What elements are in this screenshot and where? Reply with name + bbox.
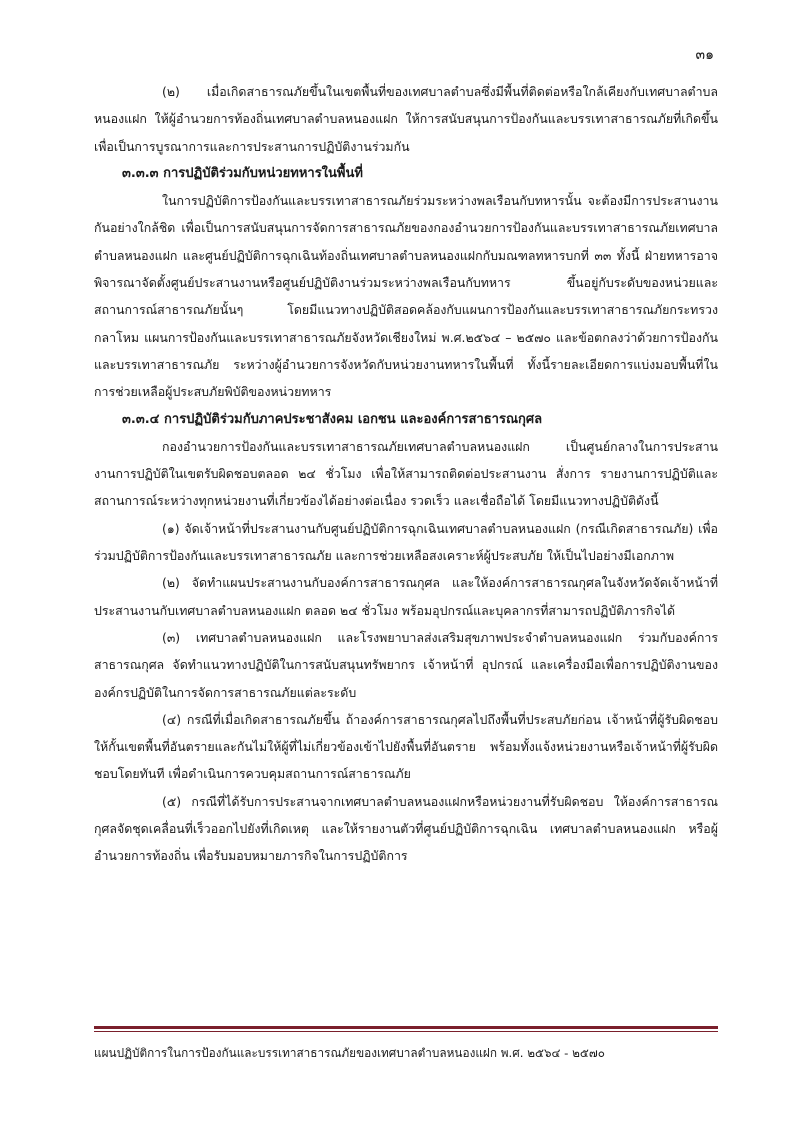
- list-item-4: (๔) กรณีที่เมื่อเกิดสาธารณภัยขึ้น ถ้าองค์การสาธารณกุศลไปถึงพื้นที่ประสบภัยก่อน เจ้าหน้าที่ผู้รับผิดชอบ ให้กั้นเขตพื้นที่อันตรายและกันไม่ให้ผู้ที่ไม่เกี่ยวข้องเข้าไปยังพื้นที่อันตราย พร้อมทั้งแจ้งหน่วยงานหรือเจ้าหน้าที่ผู้รับผิดชอบโดยทันที เพื่อดำเนินการควบคุมสถานการณ์สาธารณภัย: [94, 711, 718, 782]
- footer-divider-thick: [94, 1026, 718, 1029]
- paragraph-command-center: กองอำนวยการป้องกันและบรรเทาสาธารณภัยเทศบาลตำบลหนองแฝก เป็นศูนย์กลางในการประสานงานการปฏิบัติในเขตรับผิดชอบตลอด ๒๔ ชั่วโมง เพื่อให้สามารถติดต่อประสานงาน สั่งการ รายงานการปฏิบัติและสถานการณ์ระหว่างทุกหน่วยงานที่เกี่ยวข้องได้อย่างต่อเนื่อง รวดเร็ว และเชื่อถือได้ โดยมีแนวทางปฏิบัติดังนี้: [94, 438, 718, 509]
- footer-document-title: แผนปฏิบัติการในการป้องกันและบรรเทาสาธารณภัยของเทศบาลตำบลหนองแฝก พ.ศ. ๒๕๖๔ - ๒๕๗๐: [94, 1046, 605, 1060]
- section-title: การปฏิบัติร่วมกับหน่วยทหารในพื้นที่: [163, 165, 363, 181]
- list-item-3: (๓) เทศบาลตำบลหนองแฝก และโรงพยาบาลส่งเสริมสุขภาพประจำตำบลหนองแฝก ร่วมกับองค์การสาธารณกุศล จัดทำแนวทางปฏิบัติในการสนับสนุนทรัพยากร เจ้าหน้าที่ อุปกรณ์ และเครื่องมือเพื่อการปฏิบัติงานขององค์กรปฏิบัติในการจัดการสาธารณภัยแต่ละระดับ: [94, 629, 718, 700]
- section-title: การปฏิบัติร่วมกับภาคประชาสังคม เอกชน และองค์การสาธารณกุศล: [164, 411, 543, 427]
- list-item-5: (๕) กรณีที่ได้รับการประสานจากเทศบาลตำบลหนองแฝกหรือหน่วยงานที่รับผิดชอบ ให้องค์การสาธารณกุศลจัดชุดเคลื่อนที่เร็วออกไปยังที่เกิดเหตุ และให้รายงานตัวที่ศูนย์ปฏิบัติการฉุกเฉิน เทศบาลตำบลหนองแฝก หรือผู้อำนวยการท้องถิ่น เพื่อรับมอบหมายภารกิจในการปฏิบัติการ: [94, 793, 718, 864]
- paragraph-neighbor-support: (๒) เมื่อเกิดสาธารณภัยขึ้นในเขตพื้นที่ของเทศบาลตำบลซึ่งมีพื้นที่ติดต่อหรือใกล้เคียงกับเทศบาลตำบลหนองแฝก ให้ผู้อำนวยการท้องถิ่นเทศบาลตำบลหนองแฝก ให้การสนับสนุนการป้องกันและบรรเทาสาธารณภัยที่เกิดขึ้น เพื่อเป็นการบูรณาการและการประสานการปฏิบัติงานร่วมกัน: [94, 84, 718, 154]
- document-body: [94, 78, 718, 870]
- section-number: ๓.๓.๓: [122, 165, 159, 181]
- section-heading-civil-society-cooperation: [94, 406, 718, 433]
- paragraph-military-cooperation: ในการปฏิบัติการป้องกันและบรรเทาสาธารณภัยร่วมระหว่างพลเรือนกับทหารนั้น จะต้องมีการประสานงานกันอย่างใกล้ชิด เพื่อเป็นการสนับสนุนการจัดการสาธารณภัยของกองอำนวยการป้องกันและบรรเทาสาธารณภัยเทศบาลตำบลหนองแฝก และศูนย์ปฏิบัติการฉุกเฉินท้องถิ่นเทศบาลตำบลหนองแฝกกับมณฑลทหารบกที่ ๓๓ ทั้งนี้ ฝ่ายทหารอาจพิจารณาจัดตั้งศูนย์ประสานงานหรือศูนย์ปฏิบัติงานร่วมระหว่างพลเรือนกับทหาร ขึ้นอยู่กับระดับของหน่วยและสถานการณ์สาธารณภัยนั้นๆ โดยมีแนวทางปฏิบัติสอดคล้องกับแผนการป้องกันและบรรเทาสาธารณภัยกระทรวงกลาโหม แผนการป้องกันและบรรเทาสาธารณภัยจังหวัดเชียงใหม่ พ.ศ.๒๕๖๔ – ๒๕๗๐ และข้อตกลงว่าด้วยการป้องกันและบรรเทาสาธารณภัย ระหว่างผู้อำนวยการจังหวัดกับหน่วยงานทหารในพื้นที่ ทั้งนี้รายละเอียดการแบ่งมอบพื้นที่ในการช่วยเหลือผู้ประสบภัยพิบัติของหน่วยทหาร: [94, 193, 718, 400]
- list-item-2: (๒) จัดทำแผนประสานงานกับองค์การสาธารณกุศล และให้องค์การสาธารณกุศลในจังหวัดจัดเจ้าหน้าที่ประสานงานกับเทศบาลตำบลหนองแฝก ตลอด ๒๔ ชั่วโมง พร้อมอุปกรณ์และบุคลากรที่สามารถปฏิบัติภารกิจได้: [94, 575, 718, 618]
- footer-divider-thin: [94, 1031, 718, 1032]
- page-number: ๓๑: [695, 47, 714, 63]
- section-heading-military-cooperation: [94, 160, 718, 187]
- list-item-1: (๑) จัดเจ้าหน้าที่ประสานงานกับศูนย์ปฏิบัติการฉุกเฉินเทศบาลตำบลหนองแฝก (กรณีเกิดสาธารณภัย) เพื่อร่วมปฏิบัติการป้องกันและบรรเทาสาธารณภัย และการช่วยเหลือสงเคราะห์ผู้ประสบภัย ให้เป็นไปอย่างมีเอกภาพ: [94, 520, 718, 564]
- section-number: ๓.๓.๔: [122, 411, 160, 427]
